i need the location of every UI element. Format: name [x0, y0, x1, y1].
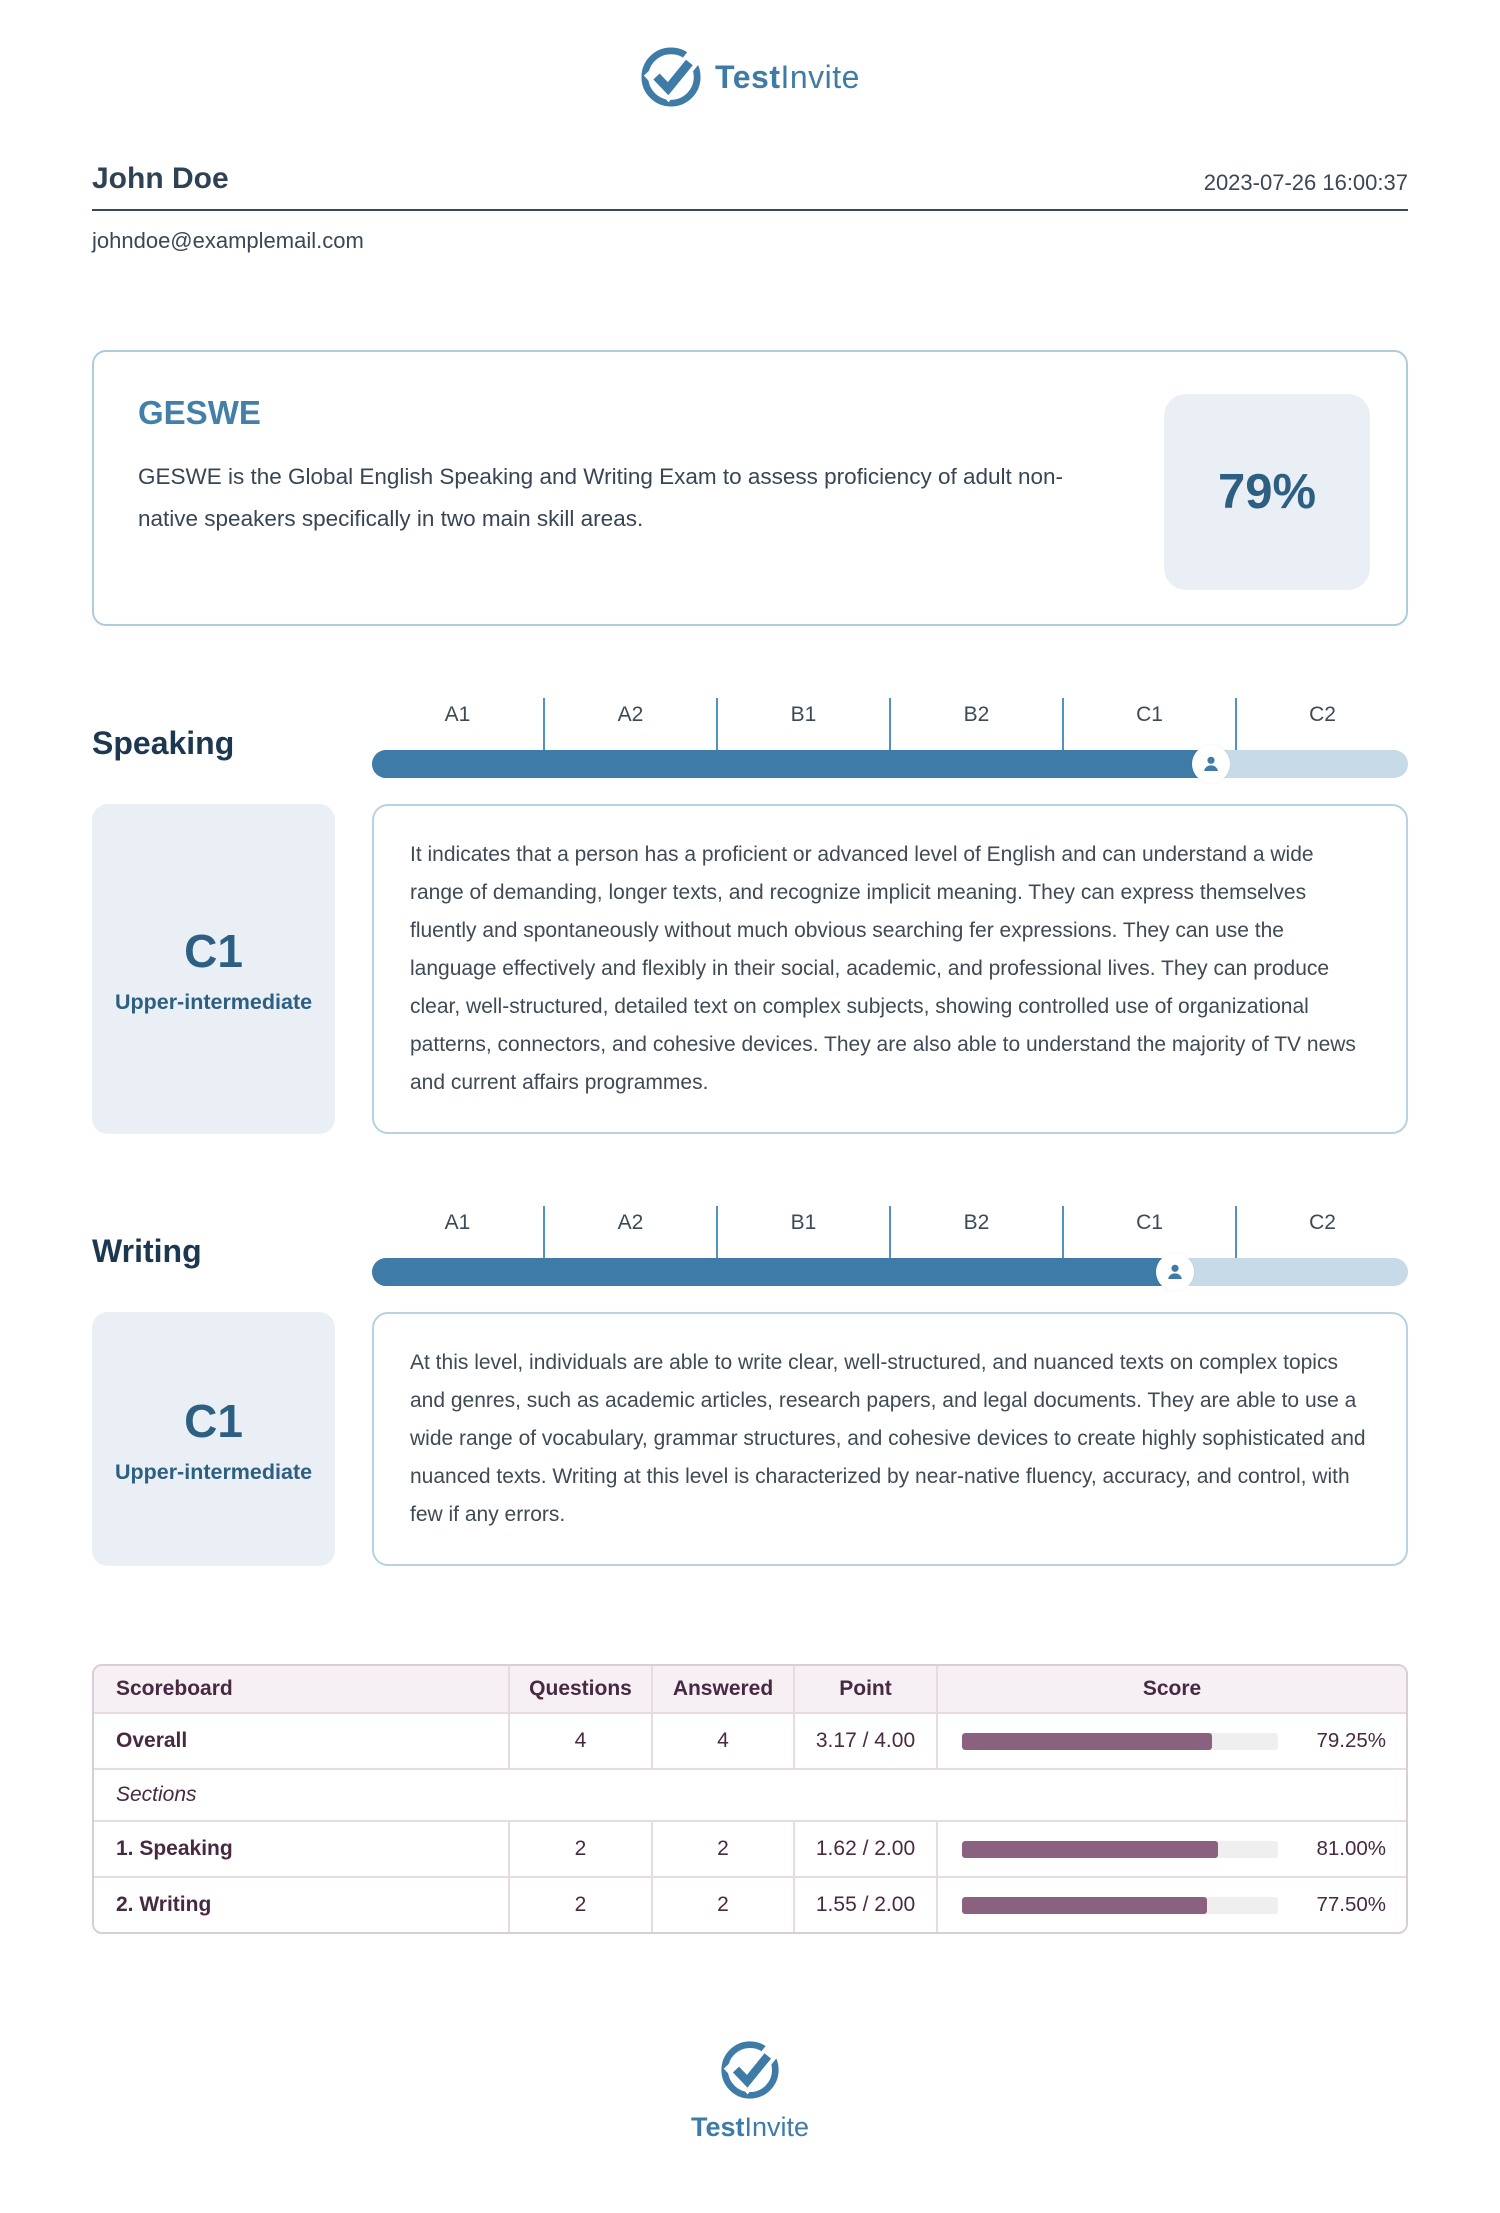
cefr-labels: [372, 1206, 1408, 1258]
row-questions: 4: [508, 1714, 651, 1768]
exam-datetime: 2023-07-26 16:00:37: [1203, 170, 1408, 195]
writing-level-card: [92, 1312, 335, 1566]
section-writing: [92, 1206, 1408, 1566]
section-speaking: [92, 698, 1408, 1134]
brand-name-light: Invite: [780, 58, 860, 95]
writing-cefr-scale: [372, 1206, 1408, 1286]
exam-title: GESWE: [138, 394, 261, 431]
speaking-description: It indicates that a person has a proficient or advanced level of English and can understand a wide range of demanding, longer texts, and recognize implicit meaning. They can express themselves fluently and spontaneously without much obvious searching fer expressions. They can use the language effectively and flexibly in their social, academic, and professional lives. They can produce clear, well-structured, detailed text on complex subjects, showing controlled use of organizational patterns, connectors, and cohesive devices. They are also able to understand the majority of TV news and current affairs programmes.: [372, 804, 1408, 1134]
row-score: [936, 1714, 1406, 1768]
brand-name: [691, 2112, 809, 2143]
row-label: 2. Writing: [116, 1893, 212, 1916]
footer: [92, 2040, 1408, 2173]
candidate-info: [92, 162, 1408, 254]
row-questions: 2: [508, 1822, 651, 1876]
overall-score: 79%: [1217, 465, 1317, 519]
cefr-label-b1: B1: [718, 698, 891, 750]
candidate-email: johndoe@examplemail.com: [92, 228, 364, 253]
cefr-label-b1: B1: [718, 1206, 891, 1258]
score-percent: 81.00%: [1316, 1837, 1386, 1860]
score-bar-fill: [962, 1733, 1212, 1750]
testinvite-logo-icon: [640, 46, 702, 108]
writing-level-code: C1: [184, 1394, 243, 1447]
score-bar-track: [962, 1897, 1278, 1914]
writing-level-label: Upper-intermediate: [114, 1459, 313, 1484]
score-bar-fill: [962, 1841, 1218, 1858]
score-bar-track: [962, 1733, 1278, 1750]
speaking-level-code: C1: [184, 924, 243, 977]
brand-name-bold: Test: [715, 58, 781, 95]
header-point: Point: [793, 1666, 936, 1712]
writing-description: At this level, individuals are able to write clear, well-structured, and nuanced texts on complex topics and genres, such as academic articles, research papers, and legal documents. They are able to use a wide range of vocabulary, grammar structures, and cohesive devices to create highly sophisticated and nuanced texts. Writing at this level is characterized by near-native fluency, accuracy, and control, with few if any errors.: [372, 1312, 1408, 1566]
table-row-sections-group: [94, 1768, 1406, 1820]
candidate-name: John Doe: [92, 162, 229, 195]
speaking-level-card: [92, 804, 335, 1134]
header-answered: Answered: [651, 1666, 793, 1712]
row-point: 1.55 / 2.00: [793, 1878, 936, 1932]
scoreboard-table: [92, 1664, 1408, 1934]
brand-name: [715, 59, 860, 96]
cefr-label-a1: A1: [372, 1206, 545, 1258]
speaking-title: Speaking: [92, 725, 235, 761]
score-percent: 79.25%: [1316, 1729, 1386, 1752]
table-row-overall: [94, 1712, 1406, 1768]
row-label: Overall: [116, 1729, 188, 1752]
cefr-label-c2: C2: [1309, 703, 1336, 726]
cefr-labels: [372, 698, 1408, 750]
brand-name-light: Invite: [744, 2112, 810, 2142]
writing-level-fill: [372, 1258, 1175, 1286]
brand-name-bold: Test: [690, 2112, 745, 2142]
exam-summary-card: [92, 350, 1408, 626]
overall-score-box: [1164, 394, 1370, 590]
row-questions: 2: [508, 1878, 651, 1932]
score-percent: 77.50%: [1316, 1893, 1386, 1916]
row-answered: 2: [651, 1822, 793, 1876]
brand-logo: [640, 46, 860, 108]
speaking-level-bar: [372, 750, 1408, 778]
cefr-label-a2: A2: [545, 698, 718, 750]
row-answered: 2: [651, 1878, 793, 1932]
row-point: 3.17 / 4.00: [793, 1714, 936, 1768]
speaking-level-marker: [1192, 745, 1230, 783]
header-scoreboard: Scoreboard: [116, 1677, 233, 1700]
testinvite-logo-icon: [720, 2040, 780, 2100]
writing-title: Writing: [92, 1233, 202, 1269]
header-questions: Questions: [508, 1666, 651, 1712]
table-row-writing: [94, 1876, 1406, 1932]
row-score: [936, 1822, 1406, 1876]
cefr-label-c1: C1: [1064, 698, 1237, 750]
row-label: 1. Speaking: [116, 1837, 233, 1860]
score-bar-track: [962, 1841, 1278, 1858]
divider: [92, 209, 1408, 211]
speaking-level-label: Upper-intermediate: [114, 989, 313, 1014]
cefr-label-a1: A1: [372, 698, 545, 750]
row-point: 1.62 / 2.00: [793, 1822, 936, 1876]
cefr-label-b2: B2: [891, 698, 1064, 750]
speaking-cefr-scale: [372, 698, 1408, 778]
person-icon: [1199, 752, 1223, 776]
score-bar-fill: [962, 1897, 1207, 1914]
cefr-label-b2: B2: [891, 1206, 1064, 1258]
writing-level-bar: [372, 1258, 1408, 1286]
person-icon: [1163, 1260, 1187, 1284]
header-score: Score: [936, 1666, 1406, 1712]
table-row-speaking: [94, 1820, 1406, 1876]
header: [92, 0, 1408, 108]
speaking-level-fill: [372, 750, 1211, 778]
cefr-label-a2: A2: [545, 1206, 718, 1258]
cefr-label-c2: C2: [1309, 1211, 1336, 1234]
writing-level-marker: [1156, 1253, 1194, 1291]
row-score: [936, 1878, 1406, 1932]
scoreboard-header-row: [94, 1666, 1406, 1712]
row-answered: 4: [651, 1714, 793, 1768]
cefr-label-c1: C1: [1064, 1206, 1237, 1258]
group-label: Sections: [116, 1783, 197, 1806]
exam-description: GESWE is the Global English Speaking and Writing Exam to assess proficiency of adult non-native speakers specifically in two main skill areas.: [138, 464, 1064, 531]
